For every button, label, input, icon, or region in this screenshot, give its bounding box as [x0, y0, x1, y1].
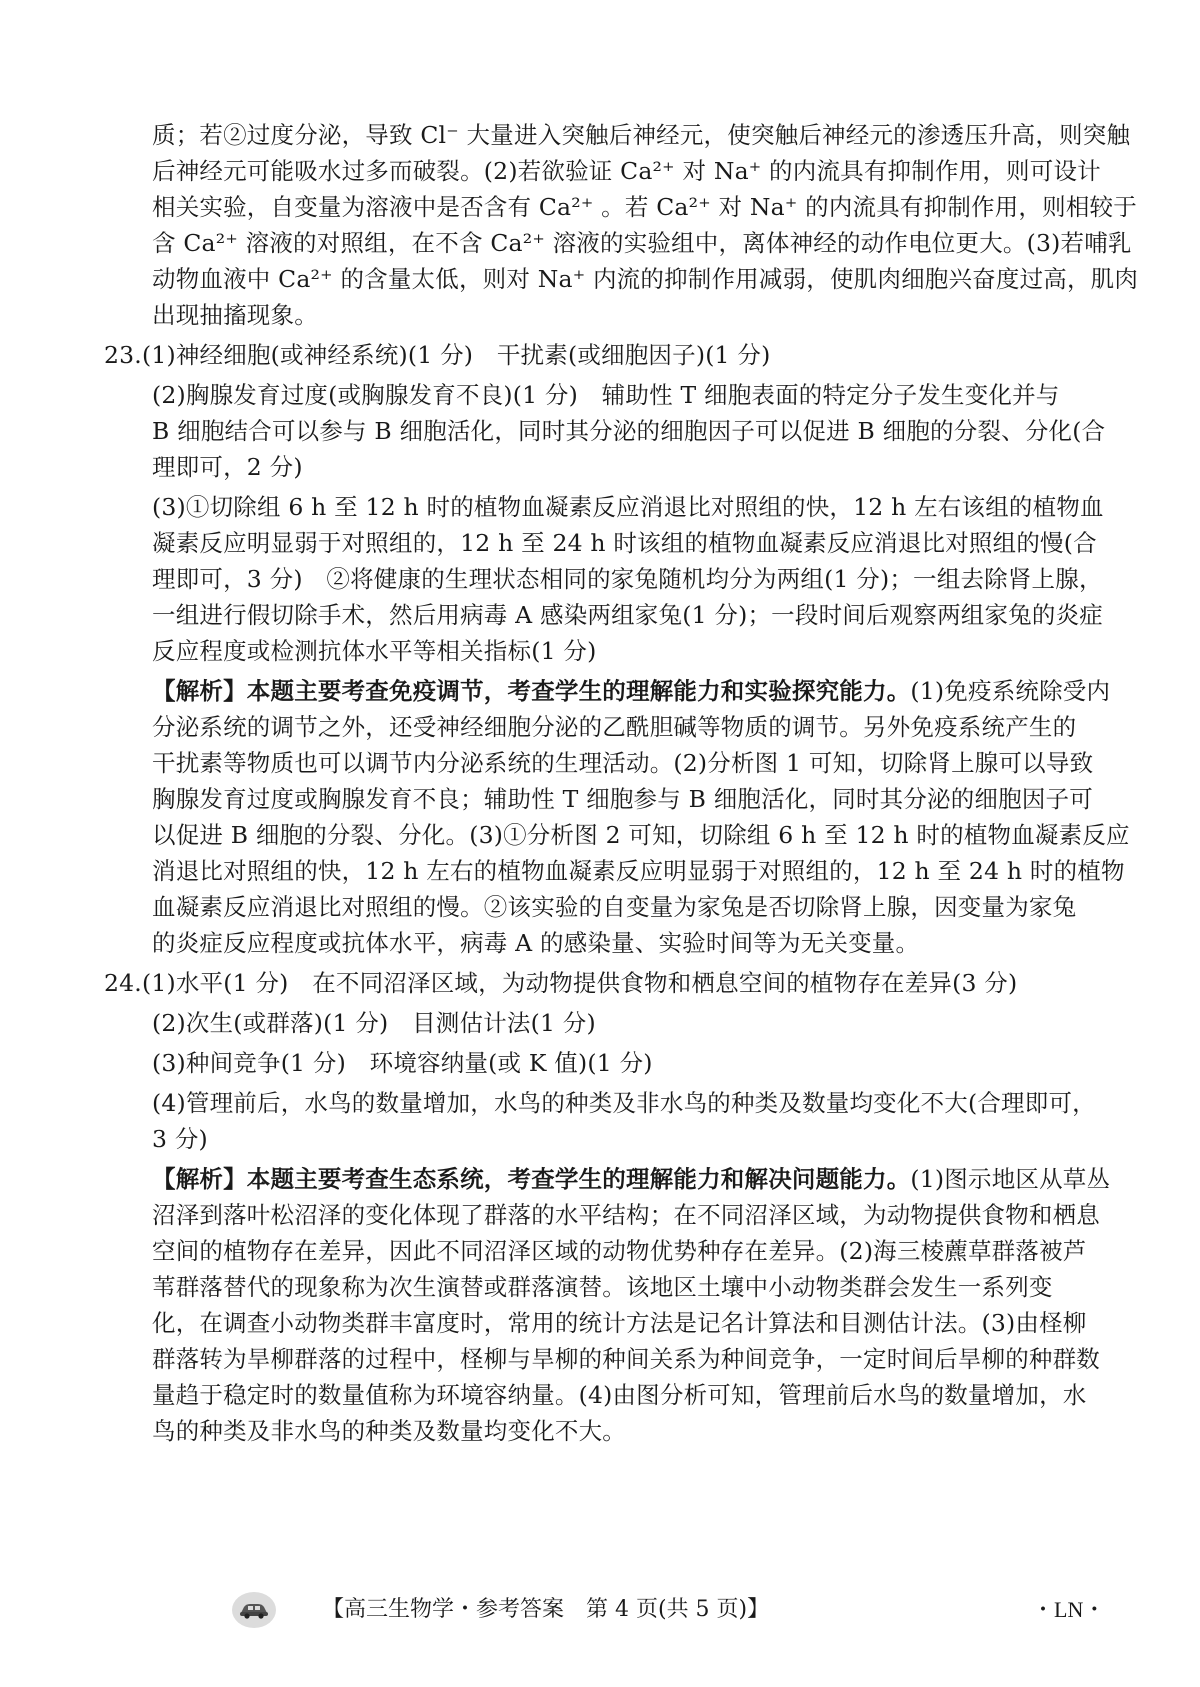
text-line: 反应程度或检测抗体水平等相关指标(1 分) [152, 637, 597, 665]
text-line: 群落转为旱柳群落的过程中，柽柳与旱柳的种间关系为种间竞争，一定时间后旱柳的种群数 [152, 1345, 1100, 1373]
text-line: 动物血液中 Ca²⁺ 的含量太低，则对 Na⁺ 内流的抑制作用减弱，使肌肉细胞兴奋度过高，肌肉 [152, 265, 1139, 293]
text-line: (4)管理前后，水鸟的数量增加，水鸟的种类及非水鸟的种类及数量均变化不大(合理即可， [152, 1089, 1096, 1117]
text-line: 的炎症反应程度或抗体水平，病毒 A 的感染量、实验时间等为无关变量。 [152, 929, 920, 957]
text-line: 3 分) [152, 1125, 208, 1153]
text-line: 胸腺发育过度或胸腺发育不良；辅助性 T 细胞参与 B 细胞活化，同时其分泌的细胞因子可 [152, 785, 1093, 813]
text-line: 含 Ca²⁺ 溶液的对照组，在不含 Ca²⁺ 溶液的实验组中，离体神经的动作电位更大。(3)若哺乳 [152, 229, 1132, 257]
analysis-heading: 【解析】本题主要考查生态系统，考查学生的理解能力和解决问题能力。 [152, 1165, 911, 1193]
text-line: 一组进行假切除手术，然后用病毒 A 感染两组家兔(1 分)；一段时间后观察两组家兔的炎症 [152, 601, 1103, 629]
analysis-paragraph-23 [152, 674, 1110, 708]
text-line: 干扰素等物质也可以调节内分泌系统的生理活动。(2)分析图 1 可知，切除肾上腺可以导致 [152, 749, 1094, 777]
question-23-answer: 23.(1)神经细胞(或神经系统)(1 分) 干扰素(或细胞因子)(1 分) [104, 341, 771, 369]
text-line: 质；若②过度分泌，导致 Cl⁻ 大量进入突触后神经元，使突触后神经元的渗透压升高，则突触 [152, 121, 1131, 149]
footer-tag: ・LN・ [1032, 1597, 1106, 1622]
analysis-text: (1)免疫系统除受内 [910, 677, 1111, 705]
text-line: 以促进 B 细胞的分裂、分化。(3)①分析图 2 可知，切除组 6 h 至 12 h 时的植物血凝素反应 [152, 821, 1130, 849]
text-line: 后神经元可能吸水过多而破裂。(2)若欲验证 Ca²⁺ 对 Na⁺ 的内流具有抑制作用，则可设计 [152, 157, 1101, 185]
page-footer [0, 1592, 1200, 1632]
text-line: 量趋于稳定时的数量值称为环境容纳量。(4)由图分析可知，管理前后水鸟的数量增加，水 [152, 1381, 1087, 1409]
text-line: 鸟的种类及非水鸟的种类及数量均变化不大。 [152, 1417, 626, 1445]
text-line: 化，在调查小动物类群丰富度时，常用的统计方法是记名计算法和目测估计法。(3)由柽柳 [152, 1309, 1087, 1337]
text-line: 凝素反应明显弱于对照组的，12 h 至 24 h 时该组的植物血凝素反应消退比对照组的慢(合 [152, 529, 1097, 557]
text-line: 分泌系统的调节之外，还受神经细胞分泌的乙酰胆碱等物质的调节。另外免疫系统产生的 [152, 713, 1077, 741]
text-line: 血凝素反应消退比对照组的慢。②该实验的自变量为家兔是否切除肾上腺，因变量为家兔 [152, 893, 1077, 921]
text-line: 空间的植物存在差异，因此不同沼泽区域的动物优势种存在差异。(2)海三棱藨草群落被芦 [152, 1237, 1087, 1265]
analysis-heading: 【解析】本题主要考查免疫调节，考查学生的理解能力和实验探究能力。 [152, 677, 911, 705]
text-line: 理即可，3 分) ②将健康的生理状态相同的家兔随机均分为两组(1 分)；一组去除肾上腺， [152, 565, 1103, 593]
analysis-paragraph-24 [152, 1162, 1110, 1196]
footer-title: 【高三生物学・参考答案 第 4 页(共 5 页)】 [322, 1597, 770, 1622]
text-line: 沼泽到落叶松沼泽的变化体现了群落的水平结构；在不同沼泽区域，为动物提供食物和栖息 [152, 1201, 1100, 1229]
text-line: 苇群落替代的现象称为次生演替或群落演替。该地区土壤中小动物类群会发生一系列变 [152, 1273, 1053, 1301]
text-line: B 细胞结合可以参与 B 细胞活化，同时其分泌的细胞因子可以促进 B 细胞的分裂、分化(合 [152, 417, 1106, 445]
text-line: (3)①切除组 6 h 至 12 h 时的植物血凝素反应消退比对照组的快，12 h 左右该组的植物血 [152, 493, 1104, 521]
car-logo-icon [232, 1592, 276, 1628]
text-line: 相关实验，自变量为溶液中是否含有 Ca²⁺ 。若 Ca²⁺ 对 Na⁺ 的内流具有抑制作用，则相较于 [152, 193, 1137, 221]
text-line: 消退比对照组的快，12 h 左右的植物血凝素反应明显弱于对照组的，12 h 至 24 h 时的植物 [152, 857, 1125, 885]
text-line: (2)胸腺发育过度(或胸腺发育不良)(1 分) 辅助性 T 细胞表面的特定分子发生变化并与 [152, 381, 1060, 409]
text-line: 出现抽搐现象。 [152, 301, 318, 329]
question-24-answer: 24.(1)水平(1 分) 在不同沼泽区域，为动物提供食物和栖息空间的植物存在差异(3 分) [104, 969, 1018, 997]
analysis-text: (1)图示地区从草丛 [910, 1165, 1111, 1193]
text-line: (3)种间竞争(1 分) 环境容纳量(或 K 值)(1 分) [152, 1049, 653, 1077]
text-line: 理即可，2 分) [152, 453, 303, 481]
text-line: (2)次生(或群落)(1 分) 目测估计法(1 分) [152, 1009, 596, 1037]
